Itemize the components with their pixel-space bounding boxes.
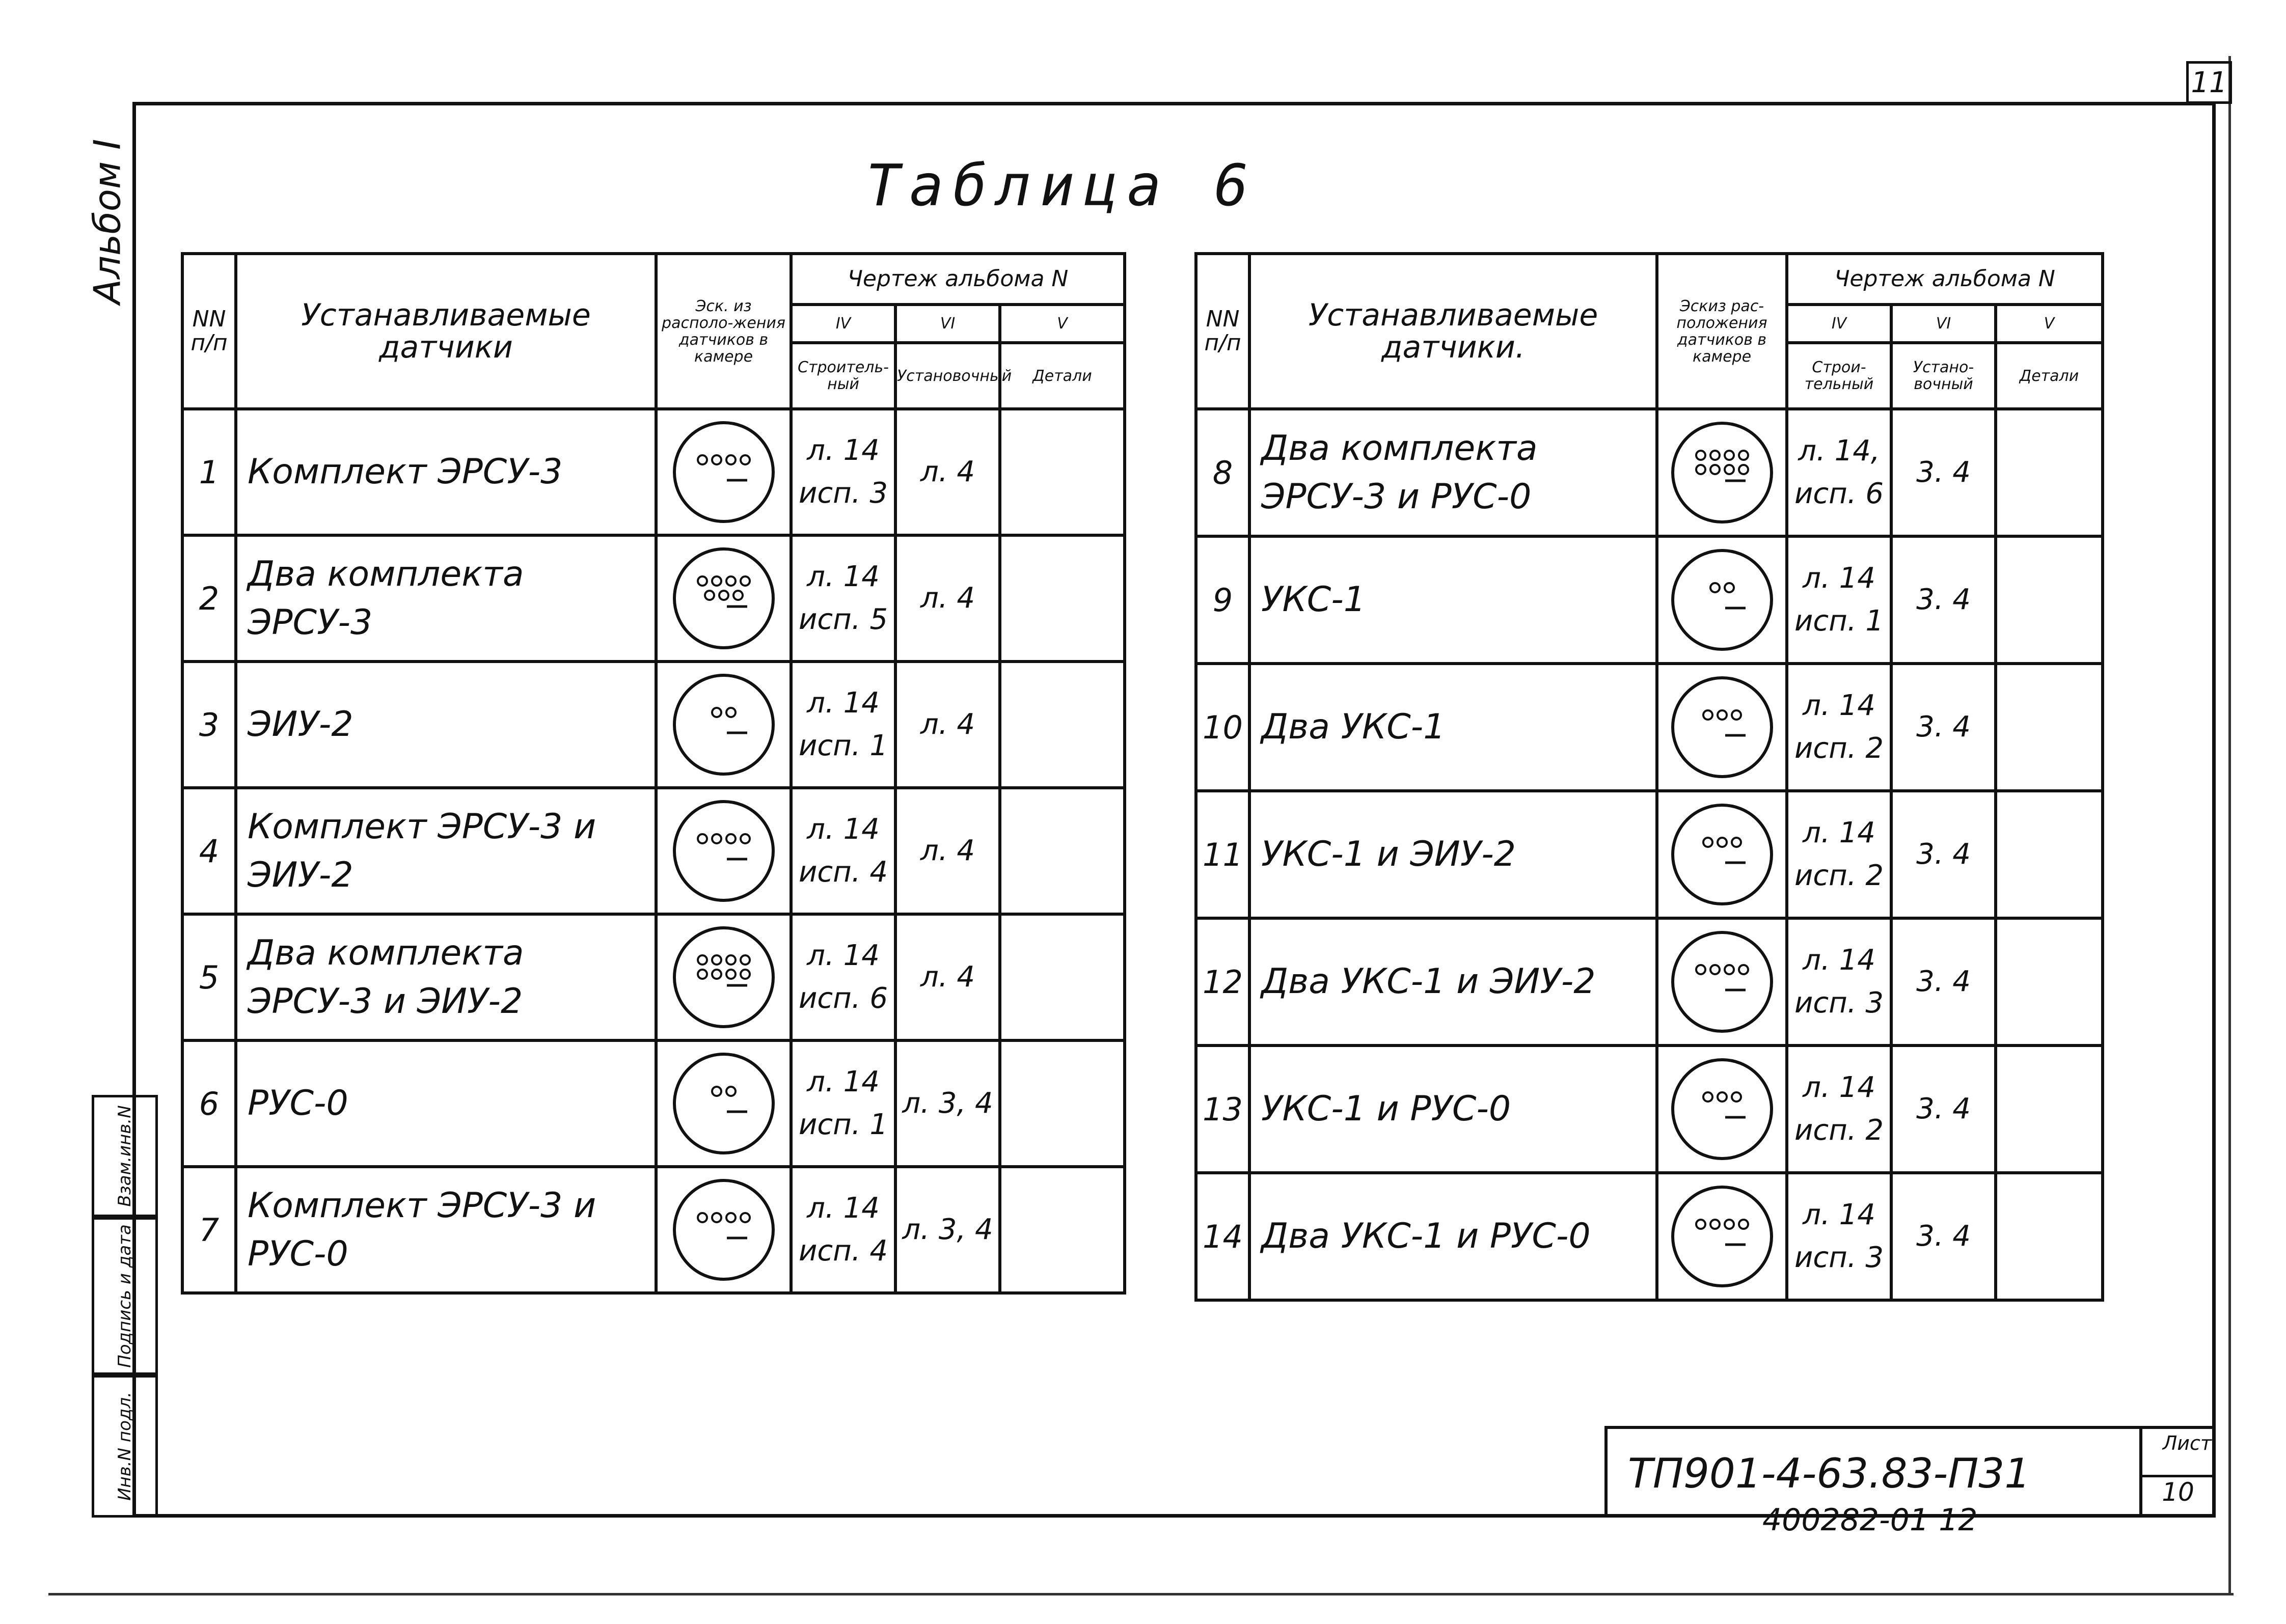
header-sketch: Эскиз рас-положения датчиков в камере (1657, 254, 1787, 409)
sensor-name: Комплект ЭРСУ-3 и ЭИУ-2 (236, 788, 656, 914)
row-number: 1 (182, 409, 236, 535)
sensor-layout-sketch (656, 1167, 791, 1293)
sensor-dot (726, 455, 736, 464)
version-ref: исп. 6 (798, 982, 888, 1015)
sensor-dot (1718, 838, 1727, 847)
sensor-dot (1725, 451, 1734, 460)
sensor-dot (726, 970, 736, 979)
layout-circle (1671, 422, 1773, 524)
sensor-dot (698, 576, 707, 586)
sensor-dot (1710, 583, 1720, 592)
row-number: 3 (182, 662, 236, 788)
sensor-name: Два УКС-1 (1249, 664, 1657, 791)
sensor-dot (1703, 1092, 1712, 1102)
drawing-ref-construction (1787, 536, 1891, 664)
table-row (1196, 918, 2103, 1045)
table-row (182, 409, 1125, 535)
sensor-name: Два комплекта ЭРСУ-3 и РУС-0 (1249, 409, 1657, 536)
drawing-ref-installation: л. 3, 4 (895, 1167, 1000, 1293)
header-drawing: Чертеж альбома N (791, 254, 1125, 305)
sensor-layout-sketch (656, 662, 791, 788)
version-ref: исп. 2 (1794, 1114, 1884, 1147)
sensor-dot (1696, 1220, 1705, 1229)
table-row (182, 535, 1125, 662)
sheet-ref: л. 14 (807, 434, 880, 467)
copy-code: 400282-01 12 (1762, 1502, 1978, 1538)
sensor-dot (1710, 451, 1720, 460)
layout-circle (1671, 1058, 1773, 1160)
header-col-vi: VI (895, 305, 1000, 343)
drawing-ref-installation: 3. 4 (1891, 1045, 1996, 1173)
header-sub-v: Детали (1996, 343, 2103, 409)
version-ref: исп. 3 (798, 477, 888, 510)
row-number: 6 (182, 1040, 236, 1167)
row-number: 5 (182, 914, 236, 1040)
sheet-ref: л. 14, (1798, 434, 1880, 467)
row-number: 9 (1196, 536, 1249, 664)
header-num: NN п/п (182, 254, 236, 409)
sensor-dot (733, 591, 743, 600)
sensor-dot (698, 955, 707, 965)
table-row (1196, 1045, 2103, 1173)
layout-circle (1671, 676, 1773, 778)
layout-circle (673, 674, 775, 776)
sensor-dot (712, 455, 721, 464)
table-row (1196, 664, 2103, 791)
drawing-ref-details (1000, 788, 1125, 914)
sensor-dot (1696, 465, 1705, 474)
drawing-ref-construction (791, 535, 895, 662)
drawing-ref-details (1996, 791, 2103, 918)
drawing-ref-construction (1787, 664, 1891, 791)
table-row (182, 662, 1125, 788)
drawing-ref-installation: л. 3, 4 (895, 1040, 1000, 1167)
layout-circle (673, 926, 775, 1028)
drawing-ref-construction (1787, 409, 1891, 536)
sensor-dot (1696, 965, 1705, 974)
sheet-number-box (2139, 1426, 2216, 1518)
drawing-ref-details (1996, 918, 2103, 1045)
sensor-dot (705, 591, 714, 600)
sensor-layout-sketch (656, 914, 791, 1040)
drawing-ref-installation: 3. 4 (1891, 409, 1996, 536)
sensor-dot (1732, 710, 1741, 720)
drawing-ref-details (1000, 1167, 1125, 1293)
version-ref: исп. 3 (1794, 986, 1884, 1020)
header-col-v: V (1996, 305, 2103, 343)
drawing-ref-installation: л. 4 (895, 662, 1000, 788)
header-name: Устанавливаемые датчики. (1249, 254, 1657, 409)
version-ref: исп. 4 (798, 1234, 888, 1268)
stamp-cell-signature (92, 1217, 158, 1375)
sensor-name: Два УКС-1 и РУС-0 (1249, 1173, 1657, 1300)
sensor-dot (726, 1213, 736, 1222)
header-sub-vi: Устано-вочный (1891, 343, 1996, 409)
drawing-ref-installation: 3. 4 (1891, 536, 1996, 664)
header-sub-iv: Строи-тельный (1787, 343, 1891, 409)
drawing-ref-installation: л. 4 (895, 914, 1000, 1040)
row-number: 10 (1196, 664, 1249, 791)
sensor-layout-sketch (656, 409, 791, 535)
sensor-dot (726, 1087, 736, 1096)
sensor-dot (698, 455, 707, 464)
sensor-dot (726, 834, 736, 843)
sensor-dot (712, 955, 721, 965)
sheet-label: Лист (2162, 1432, 2212, 1454)
sensor-layout-sketch (1657, 409, 1787, 536)
row-number: 4 (182, 788, 236, 914)
header-name: Устанавливаемые датчики (236, 254, 656, 409)
version-ref: исп. 1 (798, 1108, 888, 1141)
sensor-dot (726, 576, 736, 586)
sensor-layout-icon (1674, 552, 1770, 648)
sensor-layout-icon (1674, 425, 1770, 520)
sensor-dot (741, 455, 750, 464)
table-row (182, 1167, 1125, 1293)
sheet-ref: л. 14 (1803, 816, 1875, 849)
sensor-layout-icon (676, 424, 772, 520)
sheet-ref: л. 14 (1803, 1198, 1875, 1231)
sensor-dot (741, 1213, 750, 1222)
sensor-dot (726, 708, 736, 717)
sensor-dot (1703, 710, 1712, 720)
sensor-dot (712, 834, 721, 843)
sensor-dot (1703, 838, 1712, 847)
table-row (1196, 536, 2103, 664)
version-ref: исп. 2 (1794, 732, 1884, 765)
album-label (76, 122, 138, 321)
header-col-v: V (1000, 305, 1125, 343)
drawing-ref-installation: л. 4 (895, 409, 1000, 535)
sheet-ref: л. 14 (1803, 689, 1875, 722)
sensor-name: Комплект ЭРСУ-3 (236, 409, 656, 535)
header-sketch: Эск. из располо-жения датчиков в камере (656, 254, 791, 409)
sheet-ref: л. 14 (1803, 562, 1875, 595)
stamp-text: Подпись и дата (115, 1224, 135, 1368)
row-number: 14 (1196, 1173, 1249, 1300)
sensor-layout-icon (676, 677, 772, 773)
sensor-layout-icon (676, 1056, 772, 1151)
drawing-ref-details (1996, 1045, 2103, 1173)
sheet-value: 10 (2142, 1475, 2214, 1518)
stamp-cell-replaced-inv (92, 1095, 158, 1217)
header-drawing: Чертеж альбома N (1787, 254, 2103, 305)
row-number: 2 (182, 535, 236, 662)
sensor-dot (726, 955, 736, 965)
side-stamp (92, 1095, 158, 1518)
sensor-layout-sketch (1657, 664, 1787, 791)
header-sub-vi: Установочный (895, 343, 1000, 409)
drawing-ref-details (1000, 1040, 1125, 1167)
drawing-ref-construction (791, 788, 895, 914)
sensor-dot (1739, 1220, 1748, 1229)
sensor-dot (1732, 1092, 1741, 1102)
drawing-ref-construction (791, 662, 895, 788)
sensor-layout-icon (1674, 934, 1770, 1030)
sensor-layout-icon (676, 803, 772, 899)
version-ref: исп. 4 (798, 856, 888, 889)
version-ref: исп. 2 (1794, 859, 1884, 892)
sensor-layout-sketch (1657, 1045, 1787, 1173)
version-ref: исп. 3 (1794, 1241, 1884, 1274)
drawing-ref-construction (1787, 918, 1891, 1045)
sensor-layout-sketch (1657, 918, 1787, 1045)
version-ref: исп. 5 (798, 603, 888, 636)
left-sensor-table (181, 252, 1126, 1295)
drawing-ref-installation: 3. 4 (1891, 1173, 1996, 1300)
layout-circle (1671, 1186, 1773, 1287)
table-row (1196, 409, 2103, 536)
row-number: 8 (1196, 409, 1249, 536)
sensor-dot (1739, 465, 1748, 474)
sensor-dot (719, 591, 728, 600)
sensor-dot (698, 970, 707, 979)
version-ref: исп. 1 (798, 729, 888, 762)
table-row (182, 914, 1125, 1040)
sensor-name: РУС-0 (236, 1040, 656, 1167)
stamp-text: Взам.инв.N (115, 1105, 135, 1207)
sensor-layout-sketch (1657, 791, 1787, 918)
sensor-dot (1732, 838, 1741, 847)
layout-circle (673, 421, 775, 523)
header-col-vi: VI (1891, 305, 1996, 343)
album-label-text: Альбом I (86, 139, 129, 305)
sensor-dot (712, 576, 721, 586)
sensor-name: УКС-1 и ЭИУ-2 (1249, 791, 1657, 918)
drawing-ref-details (1996, 536, 2103, 664)
sensor-dot (741, 576, 750, 586)
sheet-ref: л. 14 (1803, 944, 1875, 977)
page-number: 11 (2186, 61, 2232, 104)
version-ref: исп. 1 (1794, 604, 1884, 638)
drawing-ref-details (1000, 535, 1125, 662)
drawing-ref-construction (791, 914, 895, 1040)
table-title: Таблица 6 (866, 153, 1258, 219)
layout-circle (673, 1179, 775, 1281)
sensor-layout-icon (1674, 1061, 1770, 1157)
sensor-name: ЭИУ-2 (236, 662, 656, 788)
sensor-layout-sketch (656, 1040, 791, 1167)
sensor-layout-icon (676, 550, 772, 646)
layout-circle (1671, 804, 1773, 905)
row-number: 7 (182, 1167, 236, 1293)
row-number: 13 (1196, 1045, 1249, 1173)
drawing-ref-details (1996, 1173, 2103, 1300)
sensor-name: Комплект ЭРСУ-3 и РУС-0 (236, 1167, 656, 1293)
row-number: 11 (1196, 791, 1249, 918)
sensor-dot (1710, 465, 1720, 474)
header-sub-v: Детали (1000, 343, 1125, 409)
sensor-layout-icon (1674, 679, 1770, 775)
table-row (1196, 791, 2103, 918)
table-row (182, 1040, 1125, 1167)
sheet-ref: л. 14 (807, 1065, 880, 1098)
drawing-ref-installation: 3. 4 (1891, 664, 1996, 791)
sensor-layout-icon (676, 1182, 772, 1278)
sensor-dot (712, 708, 721, 717)
layout-circle (673, 1053, 775, 1154)
layout-circle (673, 547, 775, 649)
drawing-ref-construction (1787, 1045, 1891, 1173)
drawing-ref-installation: л. 4 (895, 535, 1000, 662)
sensor-dot (1696, 451, 1705, 460)
sensor-dot (712, 970, 721, 979)
header-num: NN п/п (1196, 254, 1249, 409)
sheet-ref: л. 14 (807, 686, 880, 720)
sheet-ref: л. 14 (807, 1192, 880, 1225)
sensor-dot (1710, 965, 1720, 974)
drawing-ref-construction (1787, 1173, 1891, 1300)
sensor-dot (1718, 1092, 1727, 1102)
drawing-ref-construction (1787, 791, 1891, 918)
version-ref: исп. 6 (1794, 477, 1884, 510)
sheet-ref: л. 14 (807, 939, 880, 972)
sensor-dot (1739, 965, 1748, 974)
drawing-ref-details (1996, 409, 2103, 536)
sensor-name: Два УКС-1 и ЭИУ-2 (1249, 918, 1657, 1045)
sheet-ref: л. 14 (1803, 1071, 1875, 1104)
drawing-ref-installation: л. 4 (895, 788, 1000, 914)
sensor-name: УКС-1 и РУС-0 (1249, 1045, 1657, 1173)
sensor-dot (741, 970, 750, 979)
sensor-dot (698, 1213, 707, 1222)
sensor-dot (698, 834, 707, 843)
sensor-name: УКС-1 (1249, 536, 1657, 664)
document-number: ТП901-4-63.83-П31 (1604, 1426, 2139, 1518)
header-col-iv: IV (791, 305, 895, 343)
sensor-dot (1710, 1220, 1720, 1229)
sensor-dot (741, 955, 750, 965)
table-row (1196, 1173, 2103, 1300)
drawing-ref-details (1000, 409, 1125, 535)
sensor-dot (1725, 1220, 1734, 1229)
sensor-layout-icon (1674, 807, 1770, 902)
layout-circle (673, 800, 775, 902)
header-sub-iv: Строитель-ный (791, 343, 895, 409)
sensor-layout-sketch (656, 535, 791, 662)
row-number: 12 (1196, 918, 1249, 1045)
layout-circle (1671, 931, 1773, 1033)
drawing-ref-details (1996, 664, 2103, 791)
drawing-ref-construction (791, 1167, 895, 1293)
sensor-dot (712, 1087, 721, 1096)
table-row (182, 788, 1125, 914)
sensor-layout-sketch (1657, 1173, 1787, 1300)
drawing-ref-details (1000, 914, 1125, 1040)
sensor-name: Два комплекта ЭРСУ-3 (236, 535, 656, 662)
sensor-dot (741, 834, 750, 843)
stamp-cell-inv-original (92, 1375, 158, 1518)
drawing-ref-details (1000, 662, 1125, 788)
trim-line-bottom (48, 1593, 2234, 1595)
sensor-name: Два комплекта ЭРСУ-3 и ЭИУ-2 (236, 914, 656, 1040)
layout-circle (1671, 549, 1773, 651)
header-row (1196, 254, 2103, 305)
sensor-layout-icon (676, 929, 772, 1025)
sensor-dot (1725, 965, 1734, 974)
drawing-ref-installation: 3. 4 (1891, 791, 1996, 918)
drawing-ref-construction (791, 409, 895, 535)
sensor-dot (1725, 583, 1734, 592)
sensor-layout-icon (1674, 1189, 1770, 1284)
sheet-ref: л. 14 (807, 813, 880, 846)
sensor-dot (1718, 710, 1727, 720)
sensor-dot (712, 1213, 721, 1222)
drawing-ref-construction (791, 1040, 895, 1167)
sheet-ref: л. 14 (807, 560, 880, 593)
right-sensor-table (1194, 252, 2104, 1302)
stamp-text: Инв.N подл. (115, 1392, 135, 1501)
sensor-layout-sketch (656, 788, 791, 914)
drawing-ref-installation: 3. 4 (1891, 918, 1996, 1045)
header-col-iv: IV (1787, 305, 1891, 343)
header-row (182, 254, 1125, 305)
trim-line-right (2228, 56, 2231, 1594)
sensor-layout-sketch (1657, 536, 1787, 664)
sensor-dot (1725, 465, 1734, 474)
sensor-dot (1739, 451, 1748, 460)
